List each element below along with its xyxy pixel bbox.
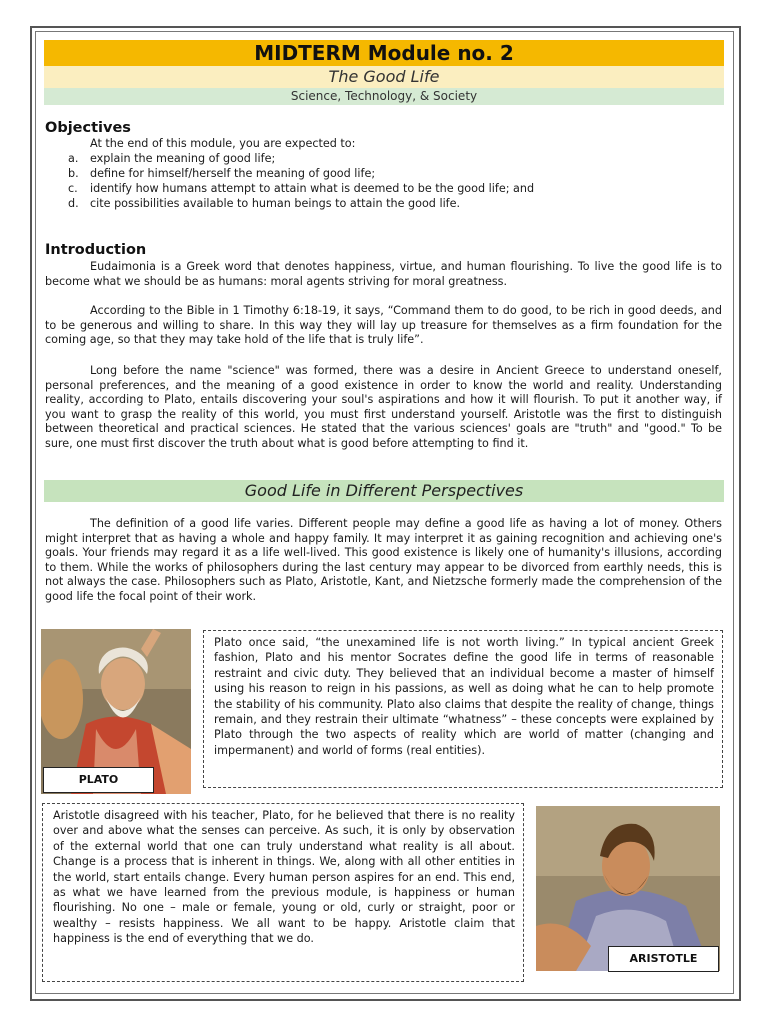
objective-item (68, 197, 718, 212)
aristotle-text: Aristotle disagreed with his teacher, Plato, for he believed that there is no reality over and above what the senses can perceive. As such, it is only by observation of the external world that one can truly understand what reality is all about. Change is a process that is inherent in things. We, along with all other entities in the world, start entails change. Every human person aspires for an end. This end, as what we have learned from the previous module, is happiness or human flourishing. No one – male or female, young or old, curly or straight, poor or wealthy – resists happiness. We all want to be happy. Aristotle claim that happiness is the end of everything that we do. (53, 809, 515, 946)
objective-label: c. (68, 182, 78, 195)
objective-item (68, 167, 718, 182)
intro-paragraph: Eudaimonia is a Greek word that denotes happiness, virtue, and human flourishing. To live the good life is to become what we should be as humans: moral agents striving for moral greatness. (45, 260, 722, 288)
module-subtitle: The Good Life (44, 66, 724, 88)
plato-text: Plato once said, “the unexamined life is not worth living.” In typical ancient Greek fashion, Plato and his mentor Socrates define the good life in terms of reasonable restraint and civic duty. They believed that an individual become a master of himself using his reason to reign in his passions, as well as doing what he can to help promote the stability of his community. Plato also claims that despite the reality of change, things remain, and they restrain their ultimate “whatness” – these concepts were explained by Plato through the two aspects of reality which are world of matter (changing and impermanent) and world of forms (real entities). (214, 636, 714, 757)
module-title: MIDTERM Module no. 2 (44, 40, 724, 66)
objective-text: identify how humans attempt to attain what is deemed to be the good life; and (90, 182, 535, 195)
section-heading: Good Life in Different Perspectives (44, 480, 724, 502)
aristotle-text-box (42, 803, 524, 982)
objective-label: a. (68, 152, 79, 165)
objective-text: explain the meaning of good life; (90, 152, 276, 165)
plato-caption: PLATO (43, 767, 154, 793)
introduction-heading: Introduction (45, 242, 147, 258)
intro-paragraph: Long before the name "science" was formed, there was a desire in Ancient Greece to understand oneself, personal preferences, and the meaning of a good existence in order to know the world and reality. Understanding reality, according to Plato, entails discovering your soul's aspirations and how it will flourish. To put it another way, if you want to grasp the reality of this world, you must first understand yourself. Aristotle was the first to distinguish between theoretical and practical sciences. He stated that the various sciences' goals are "truth" and "good." To be sure, one must first discover the truth about what is good before attempting to find it. (45, 364, 722, 450)
perspectives-paragraph: The definition of a good life varies. Different people may define a good life as having a lot of money. Others might interpret that as having a whole and happy family. It may interpret it as gaining recognition and achieving one's goals. Your friends may regard it as a life well-lived. This good existence is likely one of humanity's illusions, according to them. While the works of philosophers during the last century may appear to be divorced from earthly needs, this is not always the case. Philosophers such as Plato, Aristotle, Kant, and Nietzsche formerly made the comprehension of the good life the focal point of their work. (45, 517, 722, 603)
objective-item (68, 182, 718, 197)
subject-name: Science, Technology, & Society (44, 88, 724, 105)
objective-label: d. (68, 197, 79, 210)
objective-item (68, 152, 718, 167)
objective-text: define for himself/herself the meaning of good life; (90, 167, 376, 180)
aristotle-caption: ARISTOTLE (608, 946, 719, 972)
intro-paragraph: According to the Bible in 1 Timothy 6:18-19, it says, “Command them to do good, to be rich in good deeds, and to be generous and willing to share. In this way they will lay up treasure for themselves as a firm foundation for the coming age, so that they may take hold of the life that is truly life”. (45, 304, 722, 347)
objective-label: b. (68, 167, 79, 180)
objectives-heading: Objectives (45, 120, 131, 136)
plato-text-box (203, 630, 723, 788)
objective-text: cite possibilities available to human beings to attain the good life. (90, 197, 461, 210)
objectives-intro: At the end of this module, you are expected to: (90, 137, 356, 150)
